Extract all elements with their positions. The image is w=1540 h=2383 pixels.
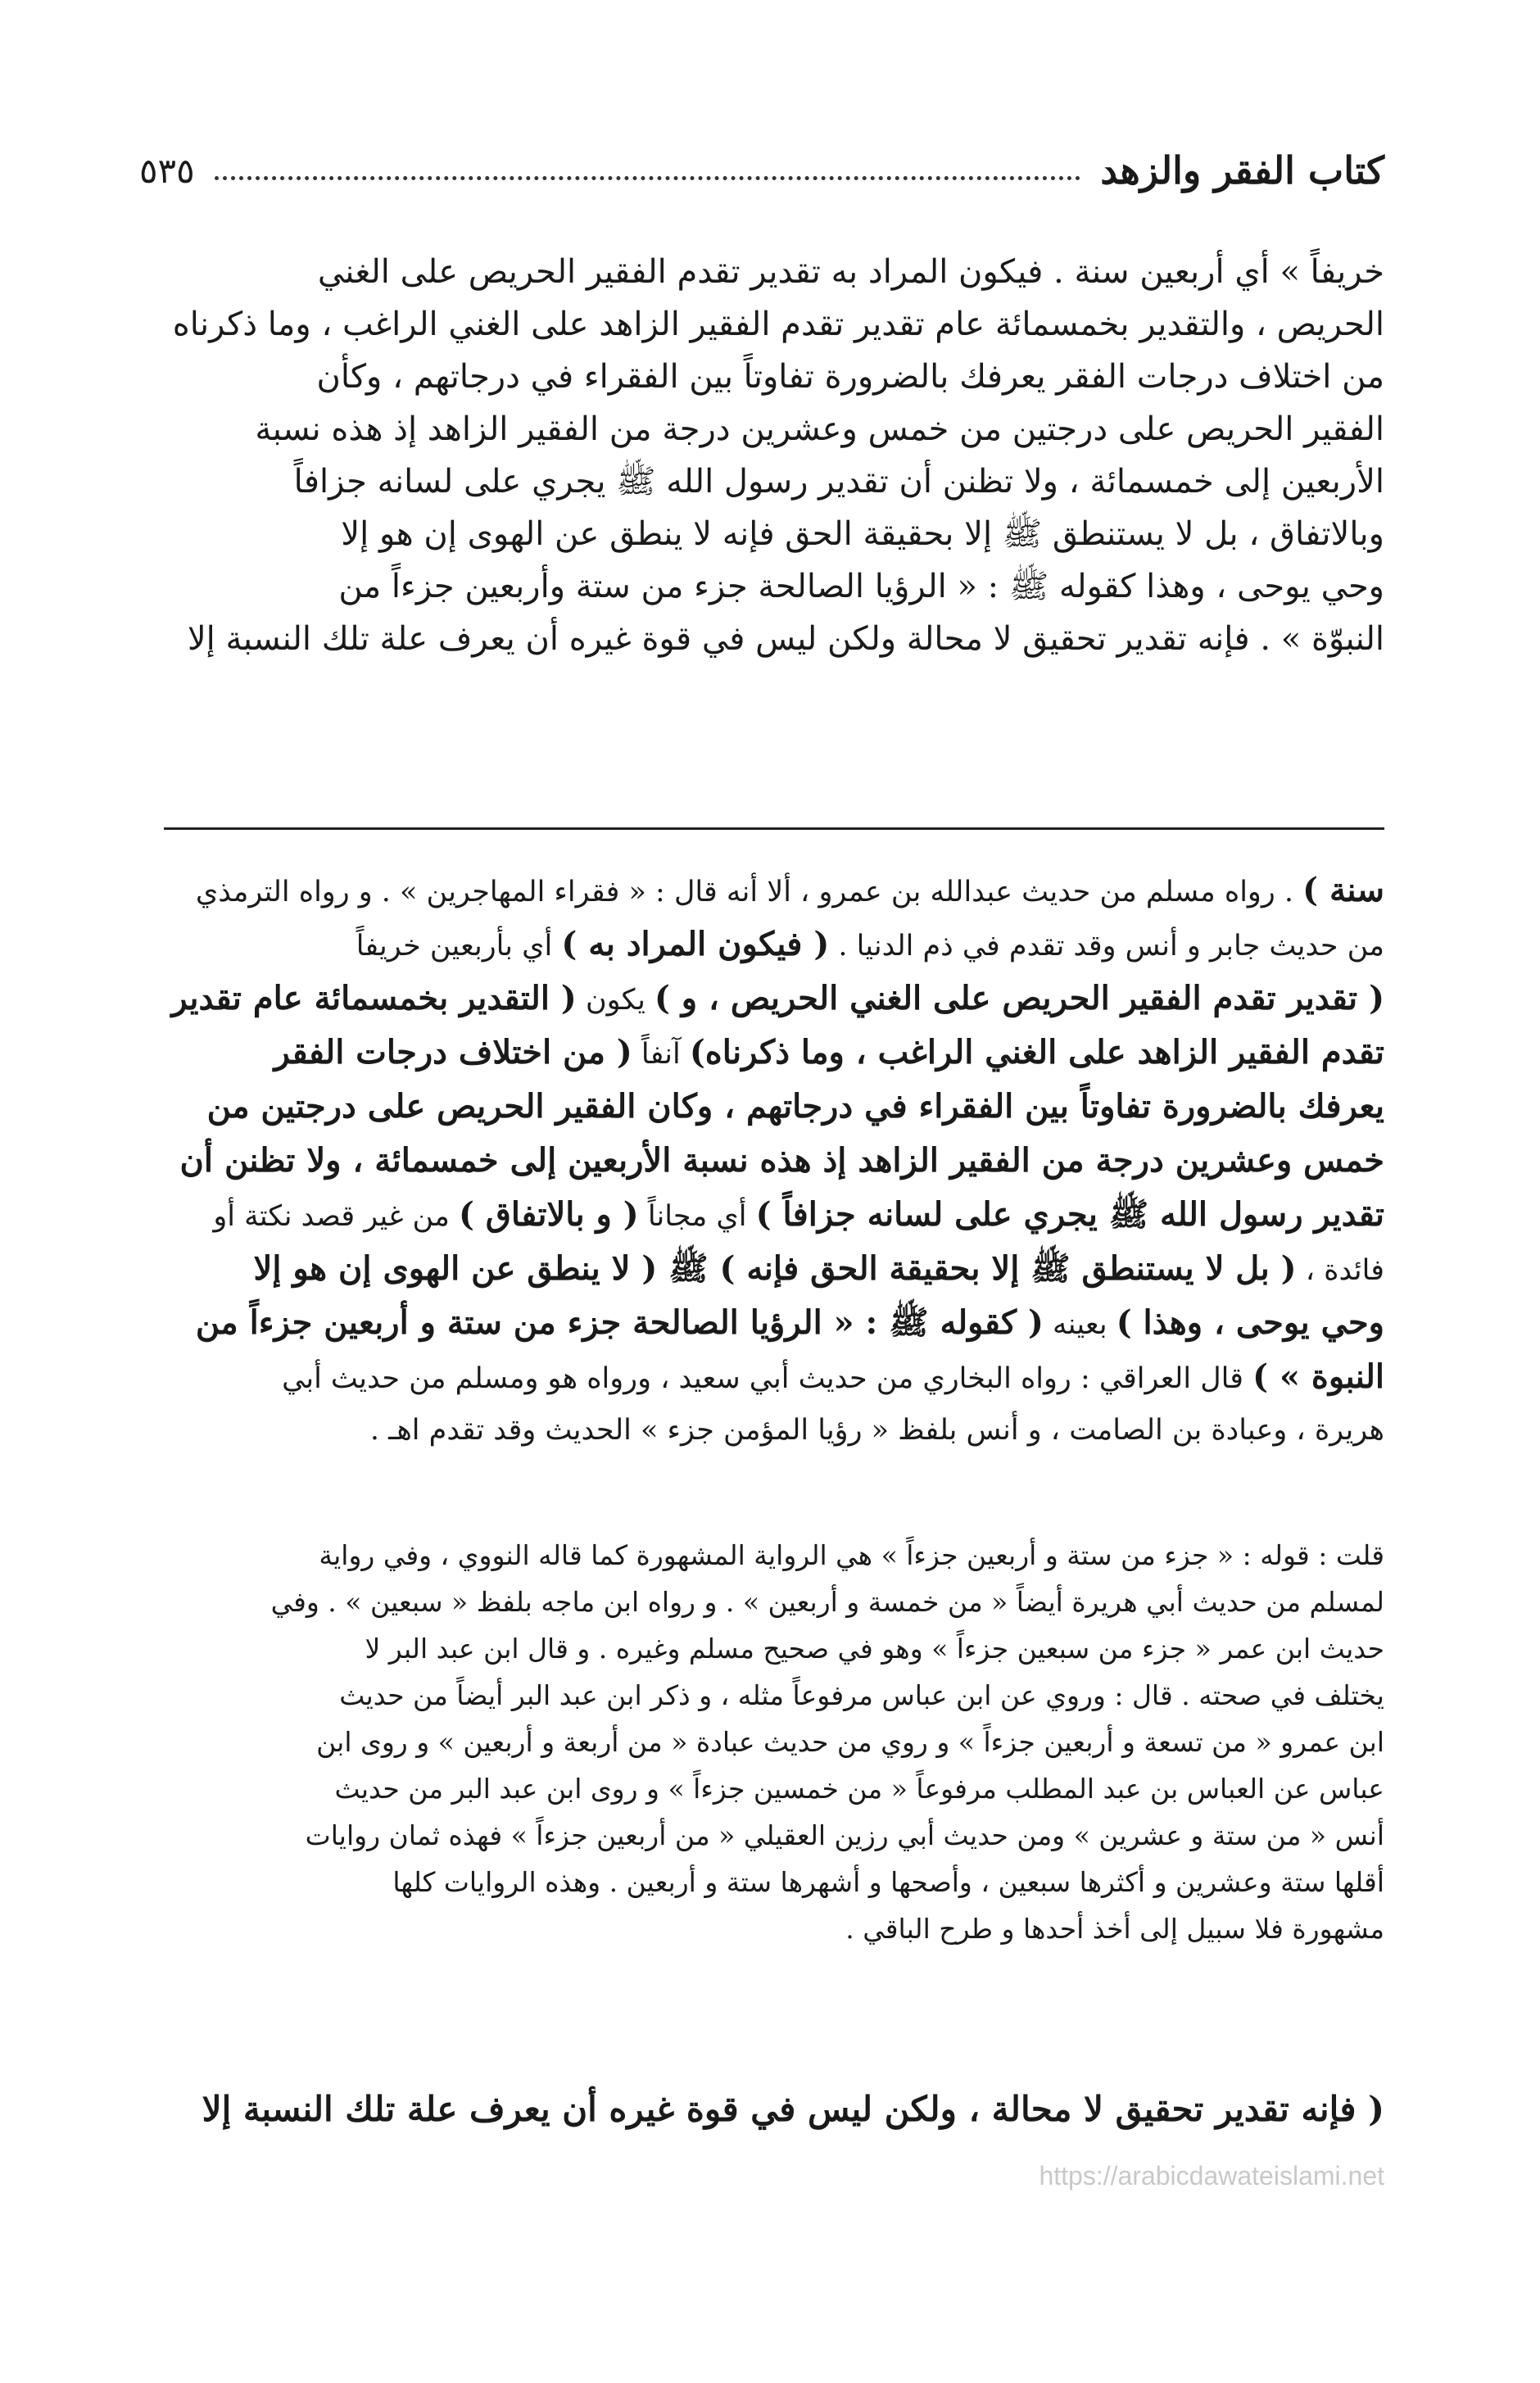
commentary-text: بعينه [1043, 1308, 1116, 1341]
quoted-text: ( من اختلاف درجات الفقر [274, 1033, 632, 1071]
hadith-note [147, 1532, 1384, 1952]
commentary-text: . رواه مسلم من حديث عبدالله بن عمرو ، ألا أنه قال : « فقراء المهاجرين » . و رواه الترمذي [195, 876, 1303, 908]
main-line: الفقير الحريص على درجتين من خمس وعشرين درجة من الفقير الزاهد إذ هذه نسبة [255, 410, 1384, 448]
note-line: لمسلم من حديث أبي هريرة أيضاً « من خمسة و أربعين » . و رواه ابن ماجه بلفظ « سبعين » . وفي [270, 1586, 1384, 1618]
main-line: الأربعين إلى خمسمائة ، ولا تظنن أن تقدير رسول الله ﷺ يجري على لسانه جزافاً [293, 463, 1384, 501]
commentary-text: أي بأربعين خريفاً [356, 930, 562, 963]
note-line: قلت : قوله : « جزء من ستة و أربعين جزءاً » هي الرواية المشهورة كما قاله النووي ، وفي رواية [319, 1539, 1384, 1571]
main-line: خريفاً » أي أربعين سنة . فيكون المراد به تقدير تقدم الفقير الحريص على الغني [317, 253, 1384, 291]
quote-line: ( فإنه تقدير تحقيق لا محالة ، ولكن ليس في قوة غيره أن يعرف علة تلك النسبة إلا [202, 2089, 1384, 2129]
quoted-text: النبوة » ) [1252, 1357, 1384, 1396]
commentary-line [147, 972, 1384, 1026]
main-line: الحريص ، والتقدير بخمسمائة عام تقدير تقدم الفقير الزاهد على الغني الراغب ، وما ذكرناه [172, 306, 1384, 343]
quoted-text: وحي يوحى ، وهذا ) [1116, 1303, 1384, 1342]
commentary-line [147, 1189, 1384, 1243]
quoted-text: تقدم الفقير الزاهد على الغني الراغب ، وما ذكرناه) [689, 1033, 1384, 1071]
quoted-text: ( و بالاتفاق ) [459, 1195, 639, 1234]
quoted-text: خمس وعشرين درجة من الفقير الزاهد إذ هذه نسبة الأربعين إلى خمسمائة ، ولا تظنن أن [179, 1141, 1384, 1180]
note-line: مشهورة فلا سبيل إلى أخذ أحدها و طرح الباقي . [845, 1913, 1384, 1945]
running-header [139, 138, 1384, 203]
commentary-text: قال العراقي : رواه البخاري من حديث أبي سعيد ، ورواه هو ومسلم من حديث أبي [282, 1362, 1253, 1395]
page-number: ٥٣٥ [139, 150, 195, 191]
main-line: من اختلاف درجات الفقر يعرفك بالضرورة تفاوتاً بين الفقراء في درجاتهم ، وكأن [316, 358, 1384, 396]
note-line: عباس عن العباس بن عبد المطلب مرفوعاً « من خمسين جزءاً » و روى ابن عبد البر من حديث [334, 1773, 1384, 1805]
commentary-text: آنفاً [632, 1038, 690, 1071]
commentary-line [147, 918, 1384, 972]
quoted-text: يعرفك بالضرورة تفاوتاً بين الفقراء في درجاتهم ، وكان الفقير الحريص على درجتين من [206, 1087, 1384, 1126]
commentary-line [147, 1297, 1384, 1351]
commentary-text: يكون [576, 984, 654, 1017]
commentary-text: من غير قصد نكتة أو [213, 1200, 460, 1233]
chapter-title: كتاب الفقر والزهد [1100, 148, 1384, 193]
main-text [147, 246, 1384, 665]
commentary-text: فائدة ، [1296, 1254, 1384, 1287]
commentary-line [147, 864, 1384, 918]
commentary [147, 864, 1384, 1457]
main-line: وحي يوحى ، وهذا كقوله ﷺ : « الرؤيا الصالحة جزء من ستة وأربعين جزءاً من [338, 568, 1384, 605]
commentary-line [147, 1351, 1384, 1405]
commentary-line [147, 1026, 1384, 1081]
quoted-text: ( بل لا يستنطق ﷺ إلا بحقيقة الحق فإنه ) ﷺ ( لا ينطق عن الهوى إن هو إلا [253, 1249, 1297, 1288]
commentary-text: من حديث جابر و أنس وقد تقدم في ذم الدنيا . [829, 930, 1384, 963]
commentary-line [147, 1135, 1384, 1189]
header-dot-leader [215, 176, 1081, 180]
commentary-line: هريرة ، وعبادة بن الصامت ، و أنس بلفظ « رؤيا المؤمن جزء » الحديث وقد تقدم اهـ . [369, 1414, 1384, 1447]
note-line: يختلف في صحته . قال : وروي عن ابن عباس مرفوعاً مثله ، و ذكر ابن عبد البر أيضاً من حديث [339, 1679, 1384, 1711]
quoted-text: ( فيكون المراد به ) [561, 925, 830, 963]
quoted-text: ( تقدير تقدم الفقير الحريص على الغني الحريص ، و ) [654, 979, 1384, 1017]
note-line: ابن عمرو « من تسعة و أربعين جزءاً » و روي من حديث عبادة « من أربعة و أربعين » و روى ابن [316, 1726, 1384, 1758]
quoted-text: تقدير رسول الله ﷺ يجري على لسانه جزافاً ) [755, 1195, 1384, 1234]
quoted-text: سنة ) [1302, 871, 1384, 909]
quoted-text: ( كقوله ﷺ : « الرؤيا الصالحة جزء من ستة و أربعين جزءاً من [195, 1303, 1044, 1342]
main-line: النبوّة » . فإنه تقدير تحقيق لا محالة ولكن ليس في قوة غيره أن يعرف علة تلك النسبة إلا [187, 620, 1384, 658]
source-watermark: https://arabicdawateislami.net [1039, 2161, 1384, 2190]
note-line: أقلها ستة وعشرين و أكثرها سبعين ، وأصحها و أشهرها ستة و أربعين . وهذه الروايات كلها [392, 1866, 1384, 1898]
note-line: حديث ابن عمر « جزء من سبعين جزءاً » وهو في صحيح مسلم وغيره . و قال ابن عبد البر لا [365, 1633, 1384, 1665]
commentary-line [147, 1081, 1384, 1135]
commentary-text: أي مجاناً [638, 1200, 756, 1233]
commentary-line [147, 1243, 1384, 1297]
quoted-text: ( التقدير بخمسمائة عام تقدير [171, 979, 577, 1017]
note-line: أنس « من ستة و عشرين » ومن حديث أبي رزين العقيلي « من أربعين جزءاً » فهذه ثمان روايات [305, 1819, 1384, 1851]
main-line: وبالاتفاق ، بل لا يستنطق ﷺ إلا بحقيقة الحق فإنه لا ينطق عن الهوى إن هو إلا [341, 515, 1384, 553]
continued-quote [147, 2081, 1384, 2138]
section-divider [164, 827, 1384, 830]
